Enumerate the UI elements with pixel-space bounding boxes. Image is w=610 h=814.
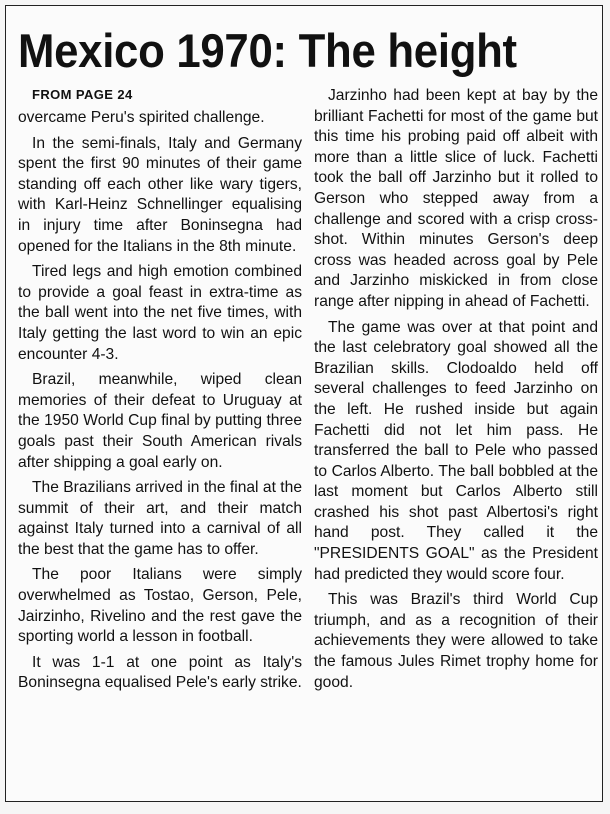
paragraph: The game was over at that point and the last celebratory goal showed all the Brazilian skills. Clodoaldo held off several challenges to feed Jarzinho on the left. He rushed inside but again Fachetti did not let him pass. He transferred the ball to Pele who passed to Carlos Alberto. The ball bobbled at the last moment but Carlos Alberto still crashed his shot past Albertosi's right hand post. They called it the "PRESIDENTS GOAL" as the President had predicted they would score four. xyxy=(314,318,598,583)
paragraph: Jarzinho had been kept at bay by the brilliant Fachetti for most of the game but this time his probing paid off albeit with more than a little slice of luck. Fachetti took the ball off Jarzinho but it rolled to Gerson who stepped away from a challenge and scored with a crisp cross-shot. Within minutes Gerson's deep cross was headed across goal by Pele and Jarzinho miskicked in from close range after nipping in ahead of Fachetti. xyxy=(314,87,598,310)
paragraph: Brazil, meanwhile, wiped clean memories of their defeat to Uruguay at the 1950 World Cup final by putting three goals past their South American rivals after shipping a goal early on. xyxy=(18,371,302,471)
paragraph: overcame Peru's spirited challenge. xyxy=(18,109,265,126)
paragraph: The poor Italians were simply overwhelmed as Tostao, Gerson, Pele, Jairzinho, Rivelino and the rest gave the sporting world a lesson in football. xyxy=(18,566,302,646)
continued-from-label: FROM PAGE 24 xyxy=(32,87,133,102)
paragraph: This was Brazil's third World Cup triumph, and as a recognition of their achievements they were allowed to take the famous Jules Rimet trophy home for good. xyxy=(314,591,598,691)
paragraph: It was 1-1 at one point as Italy's Boninsegna equalised Pele's early strike. xyxy=(18,653,302,692)
left-column xyxy=(18,86,302,699)
headline: Mexico 1970: The height xyxy=(18,24,517,77)
paragraph: In the semi-finals, Italy and Germany spent the first 90 minutes of their game standing off each other like wary tigers, with Karl-Heinz Schnellinger equalising in injury time after Boninsegna had opened for the Italians in the 8th minute. xyxy=(18,134,302,255)
right-column xyxy=(314,86,598,699)
article-page xyxy=(5,5,603,802)
article-body xyxy=(18,86,598,699)
paragraph: The Brazilians arrived in the final at the summit of their art, and their match against Italy turned into a carnival of all the best that the game has to offer. xyxy=(18,479,302,558)
paragraph: Tired legs and high emotion combined to provide a goal feast in extra-time as the ball went into the net five times, with Italy getting the last word to win an epic encounter 4-3. xyxy=(18,263,302,363)
